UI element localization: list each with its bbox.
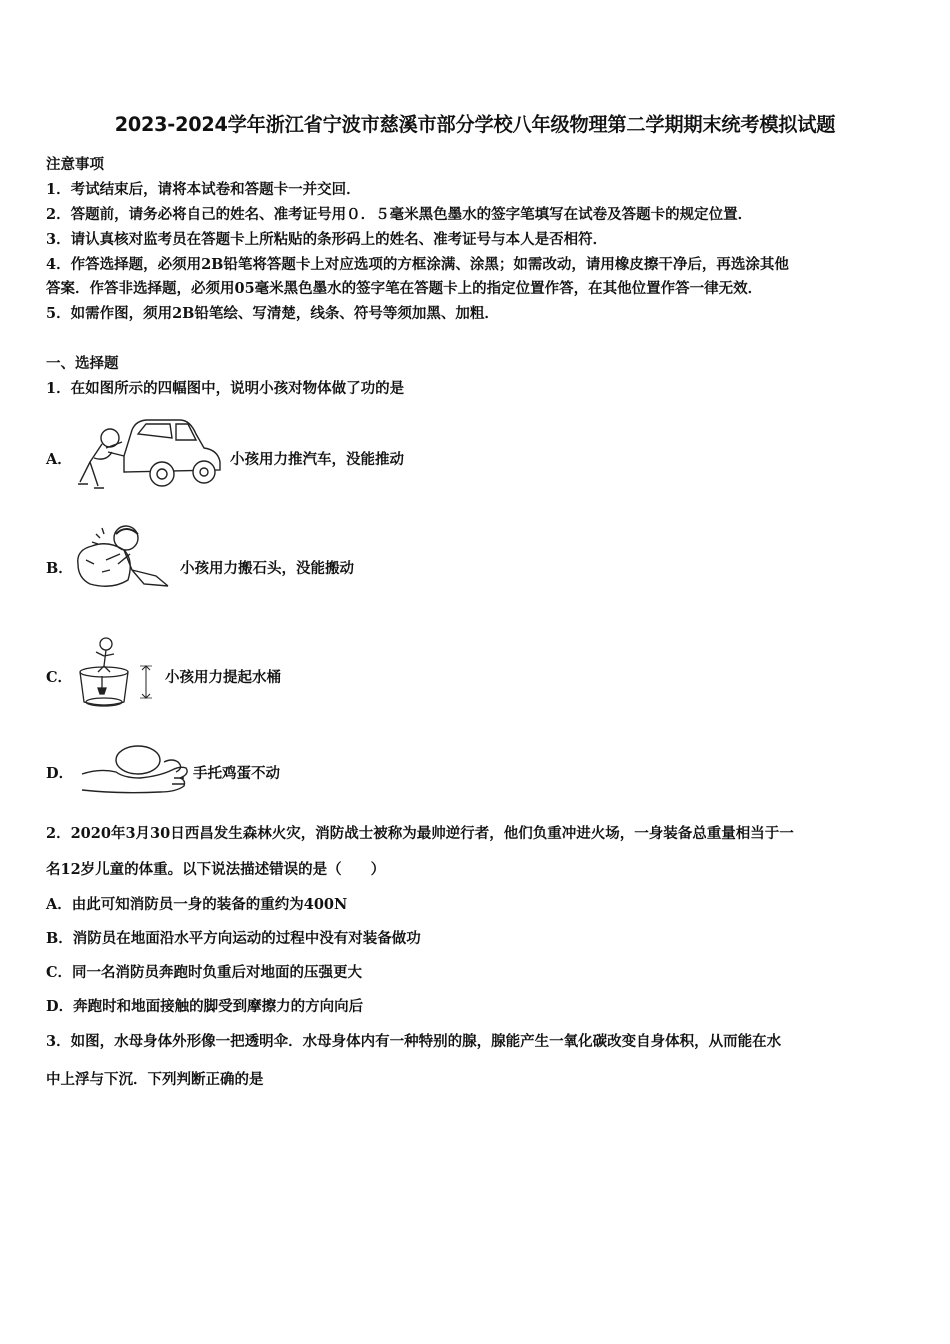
child-lifting-stone-figure bbox=[72, 520, 176, 594]
question-2-option-c: C．同一名消防员奔跑时负重后对地面的压强更大 bbox=[46, 964, 363, 981]
notice-item: 5．如需作图，须用2B铅笔绘、写清楚，线条、符号等须加黑、加粗． bbox=[46, 305, 499, 322]
question-2-option-b: B．消防员在地面沿水平方向运动的过程中没有对装备做功 bbox=[46, 930, 421, 947]
hand-holding-egg-figure bbox=[80, 738, 192, 798]
option-d-letter: D． bbox=[46, 765, 74, 782]
child-lifting-bucket-figure bbox=[74, 632, 164, 710]
notice-heading: 注意事项 bbox=[46, 156, 104, 173]
question-3-stem-line1: 3．如图，水母身体外形像一把透明伞．水母身体内有一种特别的腺，腺能产生一氧化碳改变自身体积，从而能在水 bbox=[46, 1033, 782, 1050]
option-a-text: 小孩用力推汽车，没能推动 bbox=[230, 451, 404, 468]
notice-item: 3．请认真核对监考员在答题卡上所粘贴的条形码上的姓名、准考证号与本人是否相符． bbox=[46, 231, 608, 248]
option-c-text: 小孩用力提起水桶 bbox=[165, 669, 281, 686]
option-c-letter: C． bbox=[46, 669, 73, 686]
notice-item: 1．考试结束后，请将本试卷和答题卡一并交回． bbox=[46, 181, 361, 198]
section-heading: 一、选择题 bbox=[46, 355, 119, 372]
question-2-stem-line2: 名12岁儿童的体重。以下说法描述错误的是（ ） bbox=[46, 861, 386, 878]
option-b-letter: B． bbox=[46, 560, 73, 577]
notice-item: 4．作答选择题，必须用2B铅笔将答题卡上对应选项的方框涂满、涂黑；如需改动，请用橡皮擦干净后，再选涂其他 bbox=[46, 256, 789, 273]
option-b-text: 小孩用力搬石头，没能搬动 bbox=[180, 560, 354, 577]
question-1-stem: 1．在如图所示的四幅图中，说明小孩对物体做了功的是 bbox=[46, 380, 405, 397]
child-pushing-car-figure bbox=[76, 412, 224, 492]
notice-item: 答案．作答非选择题，必须用05毫米黑色墨水的签字笔在答题卡上的指定位置作答，在其他位置作答一律无效． bbox=[46, 280, 763, 297]
question-2-option-a: A．由此可知消防员一身的装备的重约为400N bbox=[46, 896, 348, 913]
question-2-stem-line1: 2．2020年3月30日西昌发生森林火灾，消防战士被称为最帅逆行者，他们负重冲进火场，一身装备总重量相当于一 bbox=[46, 825, 794, 842]
question-2-option-d: D．奔跑时和地面接触的脚受到摩擦力的方向向后 bbox=[46, 998, 364, 1015]
question-3-stem-line2: 中上浮与下沉．下列判断正确的是 bbox=[46, 1071, 264, 1088]
option-a-letter: A． bbox=[46, 451, 72, 468]
option-d-text: 手托鸡蛋不动 bbox=[193, 765, 280, 782]
page-title: 2023-2024学年浙江省宁波市慈溪市部分学校八年级物理第二学期期末统考模拟试题 bbox=[114, 113, 836, 136]
notice-item: 2．答题前，请务必将自己的姓名、准考证号用０．５毫米黑色墨水的签字笔填写在试卷及答题卡的规定位置． bbox=[46, 206, 753, 223]
